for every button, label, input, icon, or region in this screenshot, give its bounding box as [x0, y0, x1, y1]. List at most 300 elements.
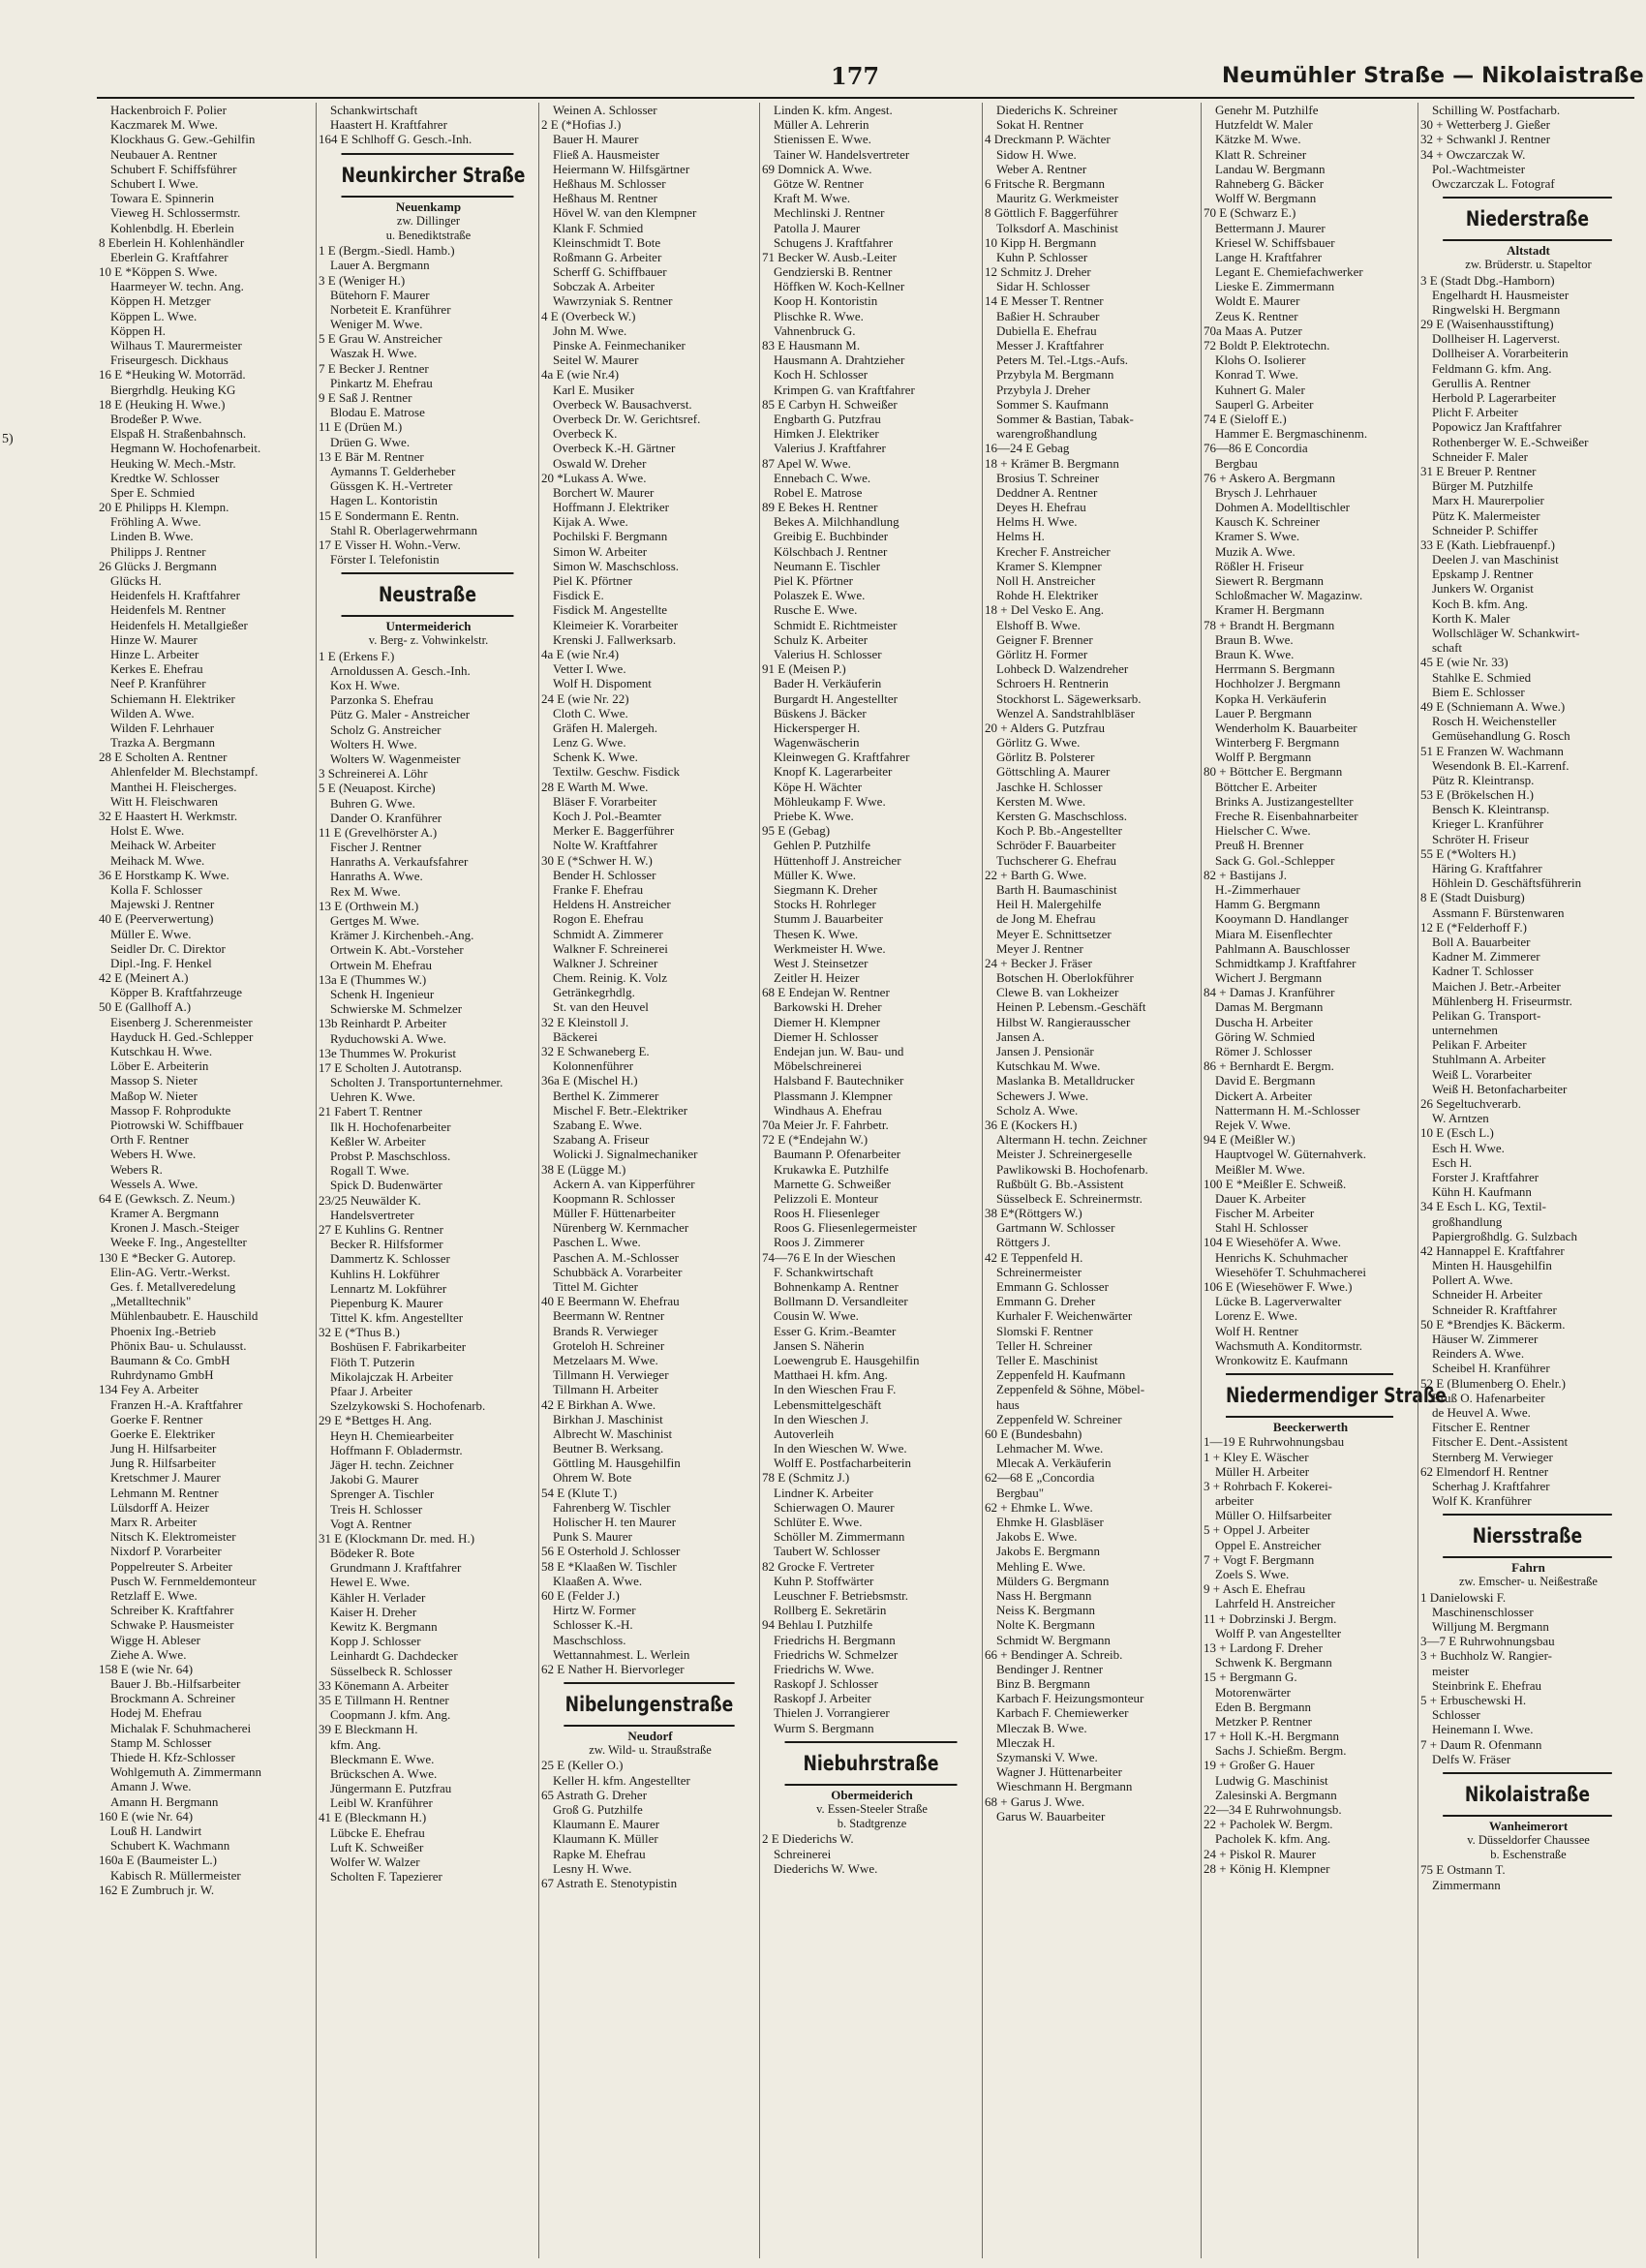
directory-entry: Keßler W. Arbeiter	[330, 1133, 426, 1149]
directory-entry: 8 Göttlich F. Baggerführer	[985, 205, 1118, 221]
directory-entry: 160 E (wie Nr. 64)	[99, 1808, 194, 1824]
directory-entry: Grundmann J. Kraftfahrer	[330, 1560, 462, 1576]
directory-entry: Stuhlmann A. Arbeiter	[1432, 1052, 1546, 1067]
directory-entry: 158 E (wie Nr. 64)	[99, 1661, 194, 1676]
directory-entry: Wessels A. Wwe.	[110, 1176, 198, 1191]
directory-entry: 42 Hannappel E. Kraftfahrer	[1420, 1242, 1565, 1258]
directory-entry: 8 Eberlein H. Kohlenhändler	[99, 234, 245, 250]
directory-entry: Thesen K. Wwe.	[774, 926, 859, 941]
directory-entry: 94 Behlau I. Putzhilfe	[762, 1617, 873, 1633]
directory-entry: 22 + Barth G. Wwe.	[985, 867, 1087, 882]
directory-entry: Dollheiser A. Vorarbeiterin	[1432, 346, 1569, 361]
directory-entry: Tuchscherer G. Ehefrau	[996, 852, 1117, 868]
directory-entry: In den Wieschen W. Wwe.	[774, 1441, 907, 1456]
directory-entry: Bendinger J. Rentner	[996, 1661, 1104, 1676]
directory-entry: Franke F. Ehefrau	[553, 881, 644, 897]
directory-entry: Bruß O. Hafenarbeiter	[1432, 1390, 1545, 1405]
directory-entry: Kersten M. Wwe.	[996, 793, 1086, 809]
directory-entry: Overbeck K.	[553, 426, 618, 442]
directory-entry: Lehmacher M. Wwe.	[996, 1441, 1104, 1456]
directory-entry: kfm. Ang.	[330, 1736, 381, 1752]
directory-entry: Schilling W. Postfacharb.	[1432, 103, 1561, 117]
directory-entry: 49 E (Schniemann A. Wwe.)	[1420, 698, 1566, 714]
directory-entry: Wolff P. van Angestellter	[1215, 1625, 1342, 1640]
directory-entry: Friedrichs W. Wwe.	[774, 1661, 874, 1676]
directory-entry: Görlitz B. Polsterer	[996, 750, 1095, 765]
directory-entry: 70a Maas A. Putzer	[1204, 322, 1302, 338]
directory-entry: Paschen A. M.-Schlosser	[553, 1249, 679, 1265]
directory-entry: Landau W. Bergmann	[1215, 161, 1326, 176]
directory-entry: Steinbrink E. Ehefrau	[1432, 1677, 1541, 1693]
directory-entry: Boshüsen F. Fabrikarbeiter	[330, 1339, 467, 1355]
directory-entry: Koch H. Schlosser	[774, 367, 869, 383]
directory-entry: 4a E (wie Nr.4)	[541, 646, 620, 661]
directory-entry: Klohs O. Isolierer	[1215, 352, 1306, 368]
directory-entry: 34 E Esch L. KG, Textil-	[1420, 1199, 1546, 1214]
directory-entry: 91 E (Meisen P.)	[762, 661, 846, 677]
directory-entry: 29 E (Waisenhausstiftung)	[1420, 317, 1554, 332]
directory-entry: Schierwagen O. Maurer	[774, 1499, 895, 1515]
directory-entry: 16 E *Heuking W. Motorräd.	[99, 367, 246, 383]
directory-entry: Krenski J. Fallwerksarb.	[553, 631, 677, 647]
directory-entry: West J. Steinsetzer	[774, 955, 869, 970]
street-extent: zw. Wild- u. Straußstraße	[589, 1743, 712, 1758]
directory-entry: Gertges M. Wwe.	[330, 913, 420, 928]
directory-entry: Süsselbeck R. Schlosser	[330, 1663, 453, 1678]
directory-entry: Scholten J. Transportunternehmer.	[330, 1075, 503, 1090]
directory-entry: Wiesehöfer T. Schuhmacherei	[1215, 1264, 1367, 1279]
directory-entry: Flöth T. Putzerin	[330, 1354, 415, 1369]
directory-entry: 89 E Bekes H. Rentner	[762, 500, 878, 515]
directory-entry: 62 Elmendorf H. Rentner	[1420, 1463, 1549, 1479]
directory-entry: Schlüter E. Wwe.	[774, 1515, 863, 1529]
directory-entry: Mechlinski J. Rentner	[774, 205, 885, 221]
directory-entry: Matthaei H. kfm. Ang.	[774, 1367, 888, 1383]
directory-entry: Meihack W. Arbeiter	[110, 838, 216, 853]
directory-entry: Mühlenbaubetr. E. Hauschild	[110, 1308, 259, 1324]
directory-entry: Teller H. Schreiner	[996, 1337, 1093, 1353]
directory-entry: Stahl R. Oberlagerwehrmann	[330, 522, 477, 537]
directory-entry: Koopmann R. Schlosser	[553, 1190, 676, 1206]
directory-entry: Weber A. Rentner	[996, 161, 1087, 176]
directory-entry: 18 E (Heuking H. Wwe.)	[99, 396, 226, 412]
directory-entry: Kätzke M. Wwe.	[1215, 132, 1301, 147]
directory-entry: Wolters W. Wagenmeister	[330, 751, 461, 766]
directory-entry: 36a E (Mischel H.)	[541, 1073, 638, 1088]
directory-entry: Rusche E. Wwe.	[774, 602, 858, 618]
directory-entry: Birkhan J. Maschinist	[553, 1411, 663, 1426]
directory-entry: Jakobi G. Maurer	[330, 1472, 419, 1487]
directory-entry: Uehren K. Wwe.	[330, 1089, 415, 1105]
directory-entry: 32 E Schwaneberg E.	[541, 1044, 650, 1058]
directory-entry: Berthel K. Zimmerer	[553, 1088, 659, 1103]
directory-entry: Biergrhdlg. Heuking KG	[110, 382, 236, 397]
directory-entry: 31 E Breuer P. Rentner	[1420, 463, 1537, 478]
directory-entry: Baumann P. Ofenarbeiter	[774, 1147, 901, 1162]
directory-entry: Haarmeyer W. techn. Ang.	[110, 279, 244, 294]
directory-entry: Schneider F. Maler	[1432, 448, 1528, 464]
directory-entry: Haastert H. Kraftfahrer	[330, 117, 447, 133]
directory-entry: 1 E (Bergm.-Siedl. Hamb.)	[319, 243, 455, 259]
directory-entry: Kredtke W. Schlosser	[110, 470, 220, 485]
directory-entry: Tainer W. Handelsvertreter	[774, 146, 910, 162]
directory-entry: Scholten F. Tapezierer	[330, 1869, 442, 1885]
directory-entry: Stahl H. Schlosser	[1215, 1220, 1308, 1236]
directory-entry: Teller E. Maschinist	[996, 1352, 1098, 1367]
directory-entry: Kolonnenführer	[553, 1058, 634, 1074]
directory-entry: Plicht F. Arbeiter	[1432, 405, 1518, 420]
directory-entry: Klank F. Schmied	[553, 220, 644, 235]
directory-entry: Karl E. Musiker	[553, 382, 635, 397]
directory-entry: Kopka H. Verkäuferin	[1215, 690, 1326, 706]
directory-entry: Fröhling A. Wwe.	[110, 514, 201, 530]
directory-entry: 22—34 E Ruhrwohnungsb.	[1204, 1802, 1342, 1817]
directory-entry: 2 E (*Hofias J.)	[541, 117, 622, 133]
directory-entry: Preuß H. Brenner	[1215, 838, 1304, 853]
directory-entry: Pelikan F. Arbeiter	[1432, 1037, 1527, 1053]
district-name: Fahrn	[1511, 1560, 1545, 1576]
directory-entry: Fitscher E. Rentner	[1432, 1420, 1530, 1435]
directory-entry: Mehling E. Wwe.	[996, 1558, 1086, 1574]
directory-entry: Wieschmann H. Bergmann	[996, 1779, 1133, 1794]
directory-entry: Köppen L. Wwe.	[110, 308, 198, 323]
directory-entry: Dander O. Kranführer	[330, 810, 442, 825]
directory-entry: Brockmann A. Schreiner	[110, 1691, 235, 1706]
directory-entry: 30 + Wetterberg J. Gießer	[1420, 117, 1550, 133]
directory-entry: Pelizzoli E. Monteur	[774, 1190, 878, 1206]
directory-entry: Nürenberg W. Kernmacher	[553, 1220, 689, 1236]
directory-entry: 64 E (Gewksch. Z. Neum.)	[99, 1190, 235, 1206]
directory-entry: Baßier H. Schrauber	[996, 308, 1100, 323]
directory-entry: Lorenz E. Wwe.	[1215, 1308, 1297, 1324]
directory-entry: Kraft M. Wwe.	[774, 191, 851, 206]
directory-entry: Heidenfels M. Rentner	[110, 602, 226, 618]
directory-entry: Hirtz W. Former	[553, 1603, 636, 1618]
directory-entry: Ahlenfelder M. Blechstampf.	[110, 764, 259, 780]
directory-entry: Jakobs E. Wwe.	[996, 1529, 1078, 1545]
directory-entry: Maschinenschlosser	[1432, 1604, 1534, 1619]
directory-entry: Meyer J. Rentner	[996, 940, 1083, 956]
directory-entry: Röttgers J.	[996, 1235, 1051, 1250]
directory-entry: 5 E Grau W. Anstreicher	[319, 331, 442, 347]
directory-entry: Schneider H. Arbeiter	[1432, 1287, 1542, 1303]
directory-entry: Friedrichs H. Bergmann	[774, 1632, 896, 1647]
directory-entry: 36 E Horstkamp K. Wwe.	[99, 867, 229, 882]
directory-entry: Jung R. Hilfsarbeiter	[110, 1456, 216, 1471]
directory-entry: Diemer H. Schlosser	[774, 1028, 878, 1044]
directory-entry: Pochilski F. Bergmann	[553, 529, 668, 544]
directory-entry: 55 E (*Wolters H.)	[1420, 845, 1516, 861]
directory-entry: Goerke F. Rentner	[110, 1411, 203, 1426]
directory-entry: Müller H. Arbeiter	[1215, 1463, 1310, 1479]
directory-entry: Retzlaff E. Wwe.	[110, 1587, 198, 1603]
directory-entry: Gehlen P. Putzhilfe	[774, 838, 871, 853]
directory-entry: Kleinwegen G. Kraftfahrer	[774, 750, 910, 765]
directory-entry: Przybyla J. Dreher	[996, 382, 1091, 397]
directory-entry: 12 E (*Felderhoff F.)	[1420, 919, 1527, 935]
directory-entry: Plassmann J. Klempner	[774, 1088, 893, 1103]
directory-entry: 80 + Böttcher E. Bergmann	[1204, 764, 1343, 780]
directory-entry: 24 + Becker J. Fräser	[985, 955, 1092, 970]
directory-entry: Botschen H. Oberlokführer	[996, 970, 1134, 986]
directory-entry: David E. Bergmann	[1215, 1073, 1316, 1088]
directory-entry: Görlitz G. Wwe.	[996, 735, 1081, 751]
directory-entry: Kijak A. Wwe.	[553, 514, 628, 530]
directory-entry: 52 E (Blumenberg O. Ehelr.)	[1420, 1375, 1566, 1391]
district-name: Untermeiderich	[385, 619, 472, 634]
directory-entry: Priebe K. Wwe.	[774, 809, 854, 823]
directory-entry: Heidenfels H. Metallgießer	[110, 617, 248, 632]
directory-entry: Mühlenberg H. Friseurmstr.	[1432, 993, 1572, 1008]
directory-entry: Hauptvogel W. Güternahverk.	[1215, 1147, 1366, 1162]
directory-entry: Majewski J. Rentner	[110, 897, 215, 912]
street-heading: Neustraße	[342, 572, 514, 617]
directory-entry: 15 + Bergmann G.	[1204, 1670, 1297, 1685]
directory-entry: Fließ A. Hausmeister	[553, 146, 660, 162]
directory-entry: Klatt R. Schreiner	[1215, 146, 1307, 162]
directory-entry: Lange H. Kraftfahrer	[1215, 249, 1323, 264]
directory-entry: Göring W. Schmied	[1215, 1028, 1315, 1044]
directory-entry: Zeus K. Rentner	[1215, 308, 1298, 323]
directory-entry: Zeitler H. Heizer	[774, 970, 860, 986]
directory-entry: Pollert A. Wwe.	[1432, 1272, 1513, 1288]
directory-entry: Kadner T. Schlosser	[1432, 964, 1534, 979]
directory-entry: Thielen J. Vorrangierer	[774, 1705, 890, 1721]
directory-entry: Pusch W. Fernmeldemonteur	[110, 1573, 257, 1588]
directory-entry: Jäger H. techn. Zeichner	[330, 1456, 454, 1472]
directory-entry: Höffken W. Koch-Kellner	[774, 279, 905, 294]
directory-entry: Hausmann A. Drahtzieher	[774, 352, 905, 368]
directory-entry: 12 Schmitz J. Dreher	[985, 264, 1091, 280]
directory-entry: Stocks H. Rohrleger	[774, 897, 876, 912]
directory-entry: Szymanski V. Wwe.	[996, 1750, 1098, 1764]
directory-entry: Pahlmann A. Bauschlosser	[1215, 940, 1351, 956]
directory-entry: Kaczmarek M. Wwe.	[110, 117, 218, 133]
directory-entry: 13b Reinhardt P. Arbeiter	[319, 1016, 447, 1031]
directory-entry: Ackern A. van Kipperführer	[553, 1176, 695, 1191]
directory-entry: Schewers J. Wwe.	[996, 1088, 1089, 1103]
directory-entry: Lindner K. Arbeiter	[774, 1485, 873, 1500]
directory-entry: Blodau E. Matrose	[330, 405, 425, 420]
directory-entry: Schneider P. Schiffer	[1432, 522, 1539, 537]
directory-entry: 18 + Krämer B. Bergmann	[985, 455, 1119, 471]
directory-entry: Mleczak H.	[996, 1734, 1055, 1750]
directory-entry: 13e Thummes W. Prokurist	[319, 1045, 457, 1060]
directory-entry: 4 E (Overbeck W.)	[541, 308, 636, 323]
directory-entry: Dammertz K. Schlosser	[330, 1251, 450, 1267]
directory-entry: Brands R. Verwieger	[553, 1323, 658, 1338]
directory-entry: Linden B. Wwe.	[110, 529, 194, 544]
directory-entry: Nattermann H. M.-Schlosser	[1215, 1102, 1360, 1118]
directory-entry: Hewel E. Wwe.	[330, 1575, 411, 1590]
directory-entry: Ohrem W. Bote	[553, 1470, 632, 1486]
directory-entry: Kronen J. Masch.-Steiger	[110, 1220, 239, 1236]
street-heading: Neunkircher Straße	[342, 153, 514, 198]
directory-entry: 1—19 E Ruhrwohnungsbau	[1204, 1434, 1345, 1450]
directory-entry: Gräfen H. Malergeh.	[553, 720, 658, 735]
directory-entry: Sprenger A. Tischler	[330, 1486, 435, 1502]
directory-entry: Boll A. Bauarbeiter	[1432, 934, 1531, 949]
directory-entry: Kleimeier K. Vorarbeiter	[553, 617, 679, 632]
directory-entry: 17 E Visser H. Wohn.-Verw.	[319, 536, 461, 552]
directory-entry: Nitsch K. Elektromeister	[110, 1529, 236, 1545]
directory-entry: Werkmeister H. Wwe.	[774, 940, 886, 956]
directory-entry: Freche R. Eisenbahnarbeiter	[1215, 809, 1358, 823]
directory-entry: Rejek V. Wwe.	[1215, 1117, 1291, 1132]
directory-entry: Kausch K. Schreiner	[1215, 514, 1320, 530]
directory-entry: Deelen J. van Maschinist	[1432, 552, 1559, 567]
directory-entry: 82 Grocke F. Vertreter	[762, 1558, 874, 1574]
street-extent: zw. Brüderstr. u. Stapeltor	[1465, 258, 1592, 272]
directory-entry: 7 + Daum R. Ofenmann	[1420, 1736, 1542, 1752]
directory-entry: 11 + Dobrzinski J. Bergm.	[1204, 1610, 1337, 1626]
directory-entry: Köppen H.	[110, 322, 167, 338]
directory-entry: Schubbäck A. Vorarbeiter	[553, 1264, 683, 1279]
directory-entry: 10 Kipp H. Bergmann	[985, 234, 1097, 250]
directory-entry: 13 E Bär M. Rentner	[319, 448, 424, 464]
directory-entry: Baumann & Co. GmbH	[110, 1352, 230, 1367]
directory-entry: Schroers H. Rentnerin	[996, 676, 1109, 691]
directory-entry: Owczarczak L. Fotograf	[1432, 175, 1555, 191]
directory-entry: Lohbeck D. Walzendreher	[996, 661, 1129, 677]
directory-entry: 13 + Lardong F. Dreher	[1204, 1640, 1323, 1655]
directory-entry: 32 + Schwankl J. Rentner	[1420, 132, 1551, 147]
directory-entry: Jakobs E. Bergmann	[996, 1544, 1100, 1559]
directory-entry: Bödeker R. Bote	[330, 1546, 415, 1561]
directory-entry: Overbeck W. Bausachverst.	[553, 396, 692, 412]
directory-entry: Sachs J. Schießm. Bergm.	[1215, 1743, 1347, 1759]
directory-entry: Jüngermann E. Putzfrau	[330, 1781, 452, 1796]
directory-entry: Binz B. Bergmann	[996, 1676, 1090, 1692]
directory-entry: Biem E. Schlosser	[1432, 684, 1525, 699]
directory-entry: 40 E (Peerverwertung)	[99, 911, 214, 927]
directory-entry: Mleczak B. Wwe.	[996, 1720, 1087, 1735]
directory-entry: Dubiella E. Ehefrau	[996, 322, 1097, 338]
directory-entry: Zeppenfeld & Söhne, Möbel-	[996, 1382, 1145, 1397]
directory-entry: Schubert K. Wachmann	[110, 1838, 230, 1854]
directory-entry: 84 + Damas J. Kranführer	[1204, 985, 1335, 1000]
directory-entry: 58 E *Klaaßen W. Tischler	[541, 1558, 677, 1574]
margin-mark: 5)	[2, 432, 14, 446]
directory-entry: Kewitz K. Bergmann	[330, 1619, 438, 1634]
directory-entry: Rapke M. Ehefrau	[553, 1846, 646, 1861]
directory-entry: de Heuvel A. Wwe.	[1432, 1404, 1531, 1420]
directory-entry: Seitel W. Maurer	[553, 352, 639, 368]
directory-entry: Goerke E. Elektriker	[110, 1425, 215, 1441]
directory-entry: Emmann G. Schlosser	[996, 1279, 1109, 1294]
directory-entry: Schubert I. Wwe.	[110, 175, 198, 191]
directory-entry: Handelsvertreter	[330, 1207, 414, 1222]
directory-entry: Wilden A. Wwe.	[110, 705, 195, 720]
directory-entry: Koch B. kfm. Ang.	[1432, 596, 1528, 611]
directory-entry: Esch H.	[1432, 1154, 1473, 1170]
directory-entry: Hilbst W. Rangierausscher	[996, 1014, 1131, 1029]
directory-entry: Rollberg E. Sekretärin	[774, 1603, 887, 1618]
directory-entry: 38 E*(Röttgers W.)	[985, 1206, 1082, 1221]
directory-entry: 100 E *Meißler E. Schweiß.	[1204, 1176, 1347, 1191]
directory-entry: Weiß H. Betonfacharbeiter	[1432, 1081, 1568, 1096]
directory-entry: Bauer H. Maurer	[553, 132, 639, 147]
directory-entry: Borchert W. Maurer	[553, 484, 655, 500]
directory-entry: 56 E Osterhold J. Schlosser	[541, 1544, 681, 1559]
directory-entry: 3 E (Stadt Dbg.-Hamborn)	[1420, 272, 1555, 288]
directory-entry: Hanraths A. Wwe.	[330, 869, 423, 884]
directory-entry: 39 E Bleckmann H.	[319, 1722, 418, 1737]
page-header	[0, 58, 1646, 97]
directory-entry: 20 + Alders G. Putzfrau	[985, 720, 1105, 735]
directory-entry: Valerius H. Schlosser	[774, 646, 882, 661]
directory-entry: Krecher F. Anstreicher	[996, 543, 1111, 559]
directory-entry: Garus W. Bauarbeiter	[996, 1808, 1106, 1824]
directory-entry: Dickert A. Arbeiter	[1215, 1088, 1312, 1103]
directory-entry: Genehr M. Putzhilfe	[1215, 103, 1319, 117]
directory-entry: Schankwirtschaft	[330, 103, 418, 117]
directory-entry: Klaaßen A. Wwe.	[553, 1573, 643, 1588]
directory-entry: Towara E. Spinnerin	[110, 191, 215, 206]
directory-entry: 74 E (Sieloff E.)	[1204, 411, 1287, 426]
directory-entry: Mischel F. Betr.-Elektriker	[553, 1102, 688, 1118]
directory-entry: Pol.-Wachtmeister	[1432, 161, 1526, 176]
directory-entry: Wenderholm K. Bauarbeiter	[1215, 720, 1357, 735]
directory-entry: Dohmen A. Modelltischler	[1215, 500, 1351, 515]
directory-entry: 60 E (Bundesbahn)	[985, 1425, 1082, 1441]
directory-entry: Wolicki J. Signalmechaniker	[553, 1147, 698, 1162]
directory-entry: 36 E (Kockers H.)	[985, 1117, 1078, 1132]
directory-entry: Taubert W. Schlosser	[774, 1544, 880, 1559]
directory-entry: Wolf H. Rentner	[1215, 1323, 1298, 1338]
directory-entry: 9 + Asch E. Ehefrau	[1204, 1581, 1306, 1597]
directory-entry: Polaszek E. Wwe.	[774, 588, 866, 603]
directory-entry: Piepenburg K. Maurer	[330, 1295, 443, 1310]
district-name: Obermeiderich	[831, 1787, 913, 1802]
directory-entry: Böttcher E. Arbeiter	[1215, 779, 1318, 794]
directory-entry: Pfaar J. Arbeiter	[330, 1384, 412, 1398]
directory-entry: Noll H. Anstreicher	[996, 573, 1096, 588]
directory-entry: 4 Dreckmann P. Wächter	[985, 132, 1111, 147]
directory-entry: 87 Apel W. Wwe.	[762, 455, 851, 471]
column-1	[97, 103, 316, 2258]
directory-entry: Koch P. Bb.-Angestellter	[996, 823, 1122, 839]
directory-entry: Groteloh H. Schreiner	[553, 1337, 665, 1353]
directory-entry: Albrecht W. Maschinist	[553, 1425, 673, 1441]
directory-entry: Kramer S. Klempner	[996, 558, 1102, 573]
directory-entry: Massop S. Nieter	[110, 1073, 198, 1088]
directory-entry: Clewe B. van Lokheizer	[996, 985, 1119, 1000]
directory-entry: Lübcke E. Ehefrau	[330, 1824, 425, 1840]
directory-entry: Wagner J. Hüttenarbeiter	[996, 1764, 1122, 1780]
street-heading: Niedermendiger Straße	[1226, 1373, 1393, 1418]
directory-entry: Sidow H. Wwe.	[996, 146, 1077, 162]
directory-entry: Möbelschreinerei	[774, 1058, 862, 1074]
directory-entry: Esch H. Wwe.	[1432, 1140, 1505, 1155]
directory-entry: Popowicz Jan Kraftfahrer	[1432, 419, 1562, 435]
directory-entry: Kutschkau M. Wwe.	[996, 1058, 1101, 1074]
directory-entry: Mlecak A. Verkäuferin	[996, 1456, 1112, 1471]
directory-entry: Merker E. Baggerführer	[553, 823, 675, 839]
directory-entry: Junkers W. Organist	[1432, 581, 1534, 597]
directory-entry: Schöller M. Zimmermann	[774, 1529, 905, 1545]
directory-entry: Wawrzyniak S. Rentner	[553, 293, 673, 309]
directory-entry: Braun K. Wwe.	[1215, 646, 1295, 661]
directory-entry: Kuhnert G. Maler	[1215, 382, 1305, 397]
directory-entry: Dauer K. Arbeiter	[1215, 1190, 1306, 1206]
directory-entry: Sauperl G. Arbeiter	[1215, 396, 1314, 412]
directory-entry: 20 *Lukass A. Wwe.	[541, 470, 647, 485]
directory-entry: 72 Boldt P. Elektrotechn.	[1204, 338, 1330, 352]
directory-entry: 3 Schreinerei A. Löhr	[319, 766, 428, 782]
directory-entry: 34 + Owczarczak W.	[1420, 146, 1526, 162]
directory-entry: Cloth C. Wwe.	[553, 705, 628, 720]
